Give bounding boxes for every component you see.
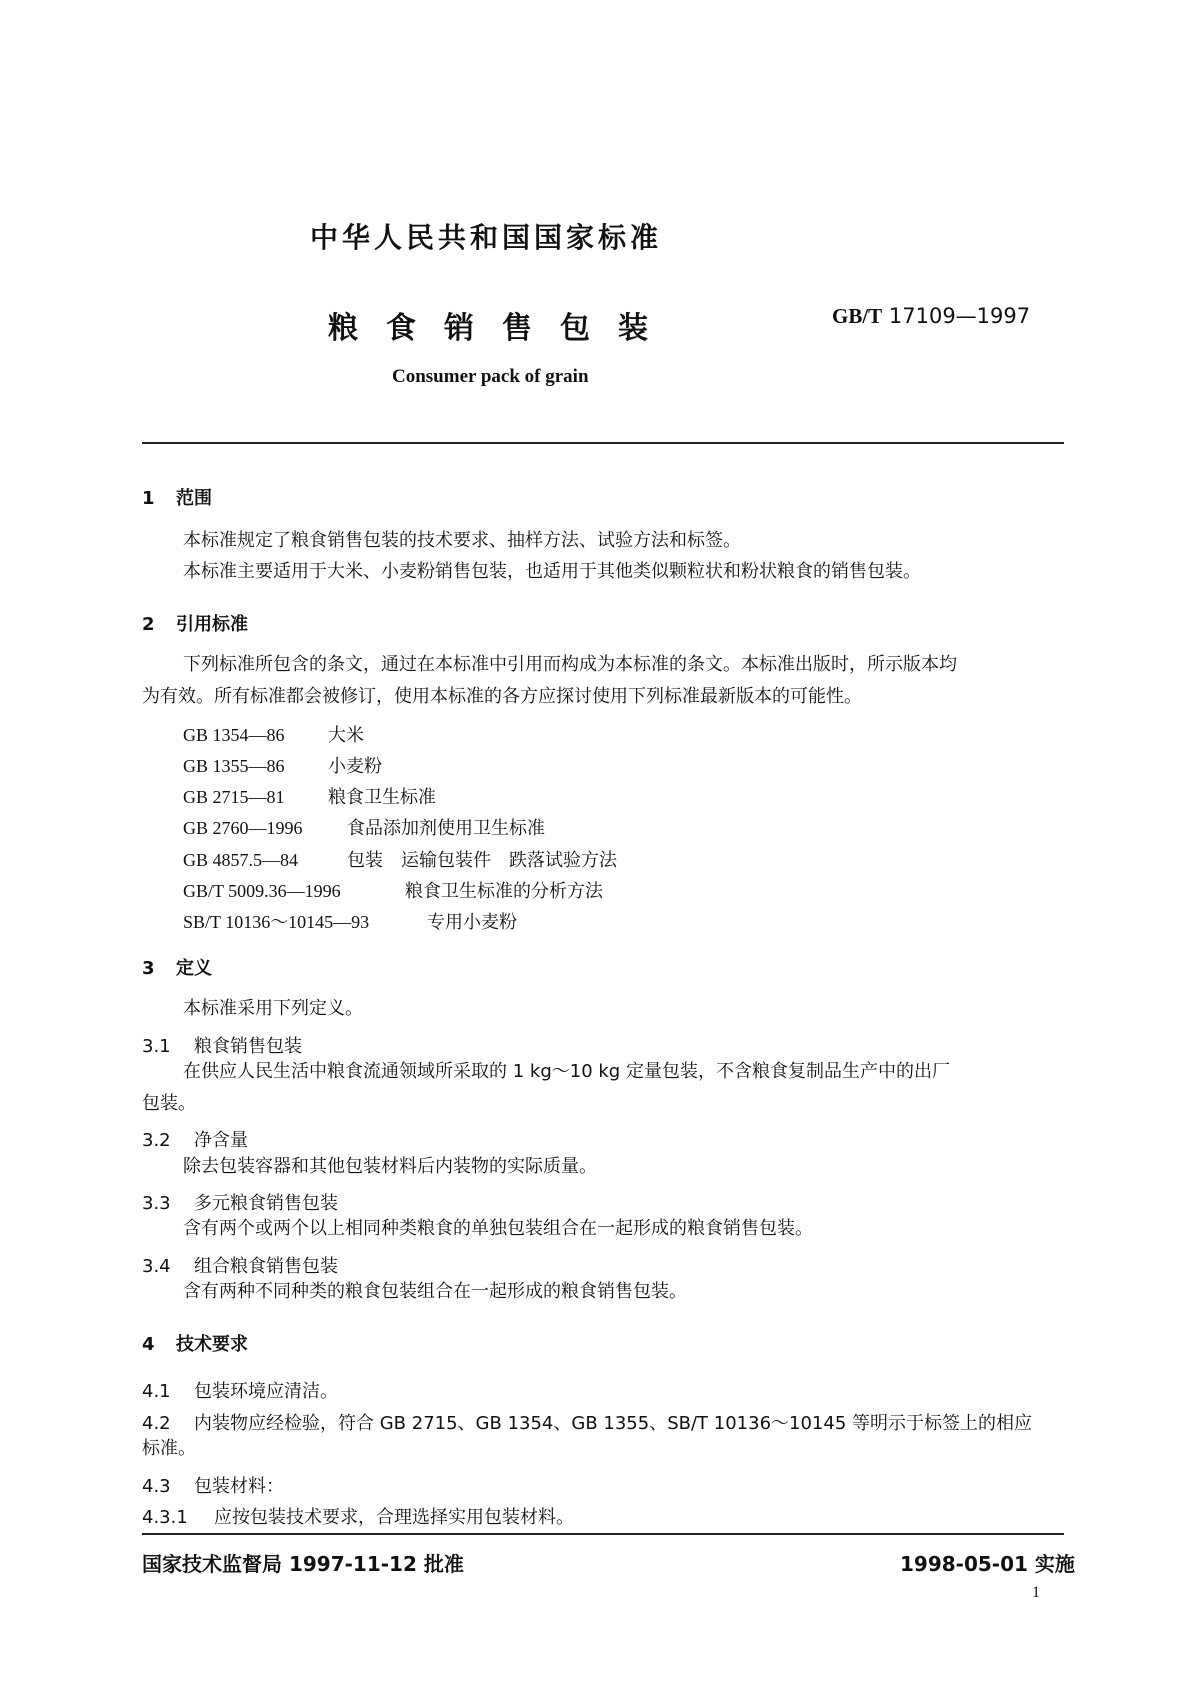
- definition-text: 含有两种不同种类的粮食包装组合在一起形成的粮食销售包装。: [183, 1281, 687, 1302]
- definition-text: 除去包装容器和其他包装材料后内装物的实际质量。: [183, 1156, 597, 1177]
- section-number: 2: [142, 614, 155, 635]
- approval-date: 国家技术监督局 1997-11-12 批准: [142, 1552, 464, 1576]
- section-2-paragraph: 为有效。所有标准都会被修订，使用本标准的各方应探讨使用下列标准最新版本的可能性。: [142, 686, 862, 707]
- section-title: 定义: [176, 958, 212, 979]
- definition-term: [142, 1032, 302, 1058]
- standard-code: [832, 304, 1030, 329]
- reference-item: [183, 846, 617, 872]
- header-divider: [142, 442, 1064, 444]
- requirement-text: 包装材料：: [194, 1476, 284, 1497]
- clause-number: 3.4: [142, 1256, 171, 1277]
- reference-code: GB 2760—1996: [183, 818, 303, 838]
- reference-item: [183, 752, 382, 778]
- clause-number: 4.2: [142, 1413, 171, 1434]
- section-2-paragraph: 下列标准所包含的条文，通过在本标准中引用而构成为本标准的条文。本标准出版时，所示版本均: [183, 654, 957, 675]
- reference-code: GB 2715—81: [183, 787, 285, 807]
- section-title: 引用标准: [176, 614, 248, 635]
- reference-title: 小麦粉: [328, 756, 382, 777]
- standard-code-number: 17109—1997: [888, 304, 1031, 328]
- reference-code: GB/T 5009.36—1996: [183, 881, 341, 901]
- definition-text: 在供应人民生活中粮食流通领域所采取的 1 kg～10 kg 定量包装，不含粮食复制品生产中的出厂: [183, 1061, 950, 1082]
- page-number: 1: [1032, 1584, 1040, 1601]
- term-text: 粮食销售包装: [194, 1036, 302, 1057]
- requirement-text: 标准。: [142, 1438, 196, 1459]
- section-number: 1: [142, 488, 155, 509]
- clause-number: 3.2: [142, 1130, 171, 1151]
- clause-number: 3.3: [142, 1193, 171, 1214]
- definition-text: 含有两个或两个以上相同种类粮食的单独包装组合在一起形成的粮食销售包装。: [183, 1218, 813, 1239]
- requirement-text: 应按包装技术要求，合理选择实用包装材料。: [214, 1507, 574, 1528]
- reference-title: 专用小麦粉: [427, 912, 517, 933]
- requirement-text: 包装环境应清洁。: [194, 1381, 338, 1402]
- document-title: 粮食销售包装: [328, 311, 676, 346]
- reference-title: 包装 运输包装件 跌落试验方法: [347, 850, 617, 871]
- clause-number: 4.3: [142, 1476, 171, 1497]
- requirement-item: [142, 1377, 338, 1403]
- reference-code: GB 1354—86: [183, 725, 285, 745]
- reference-code: GB 1355—86: [183, 756, 285, 776]
- reference-item: [183, 814, 545, 840]
- clause-number: 4.1: [142, 1381, 171, 1402]
- clause-number: 4.3.1: [142, 1507, 188, 1528]
- definition-term: [142, 1252, 338, 1278]
- definition-term: [142, 1189, 338, 1215]
- section-title: 技术要求: [176, 1334, 248, 1355]
- section-number: 3: [142, 958, 155, 979]
- reference-item: [183, 908, 517, 934]
- requirement-item: [142, 1409, 1032, 1435]
- standard-type-heading: 中华人民共和国国家标准: [310, 221, 663, 254]
- reference-title: 粮食卫生标准: [328, 787, 436, 808]
- reference-code: SB/T 10136～10145—93: [183, 912, 370, 932]
- section-4-heading: [142, 1330, 248, 1356]
- requirement-item: [142, 1503, 574, 1529]
- reference-item: [183, 783, 436, 809]
- footer-divider: [142, 1533, 1064, 1535]
- reference-code: GB 4857.5—84: [183, 850, 299, 870]
- requirement-item: [142, 1472, 284, 1498]
- section-1-paragraph: 本标准主要适用于大米、小麦粉销售包装，也适用于其他类似颗粒状和粉状粮食的销售包装。: [183, 561, 921, 582]
- definition-term: [142, 1126, 248, 1152]
- reference-item: [183, 721, 364, 747]
- section-1-paragraph: 本标准规定了粮食销售包装的技术要求、抽样方法、试验方法和标签。: [183, 530, 741, 551]
- reference-title: 大米: [328, 725, 364, 746]
- definition-text: 包装。: [142, 1093, 196, 1114]
- term-text: 净含量: [194, 1130, 248, 1151]
- section-2-heading: [142, 610, 248, 636]
- effective-date: 1998-05-01 实施: [900, 1552, 1075, 1576]
- reference-title: 食品添加剂使用卫生标准: [347, 818, 545, 839]
- reference-title: 粮食卫生标准的分析方法: [405, 881, 603, 902]
- reference-item: [183, 877, 603, 903]
- term-text: 多元粮食销售包装: [194, 1193, 338, 1214]
- term-text: 组合粮食销售包装: [194, 1256, 338, 1277]
- section-3-heading: [142, 954, 212, 980]
- standard-code-prefix: GB/T: [832, 304, 883, 328]
- requirement-text: 内装物应经检验，符合 GB 2715、GB 1354、GB 1355、SB/T 10136～10145 等明示于标签上的相应: [194, 1413, 1032, 1434]
- section-3-intro: 本标准采用下列定义。: [183, 998, 363, 1019]
- section-title: 范围: [176, 488, 212, 509]
- clause-number: 3.1: [142, 1036, 171, 1057]
- section-number: 4: [142, 1334, 155, 1355]
- section-1-heading: [142, 484, 212, 510]
- english-title: Consumer pack of grain: [392, 366, 589, 387]
